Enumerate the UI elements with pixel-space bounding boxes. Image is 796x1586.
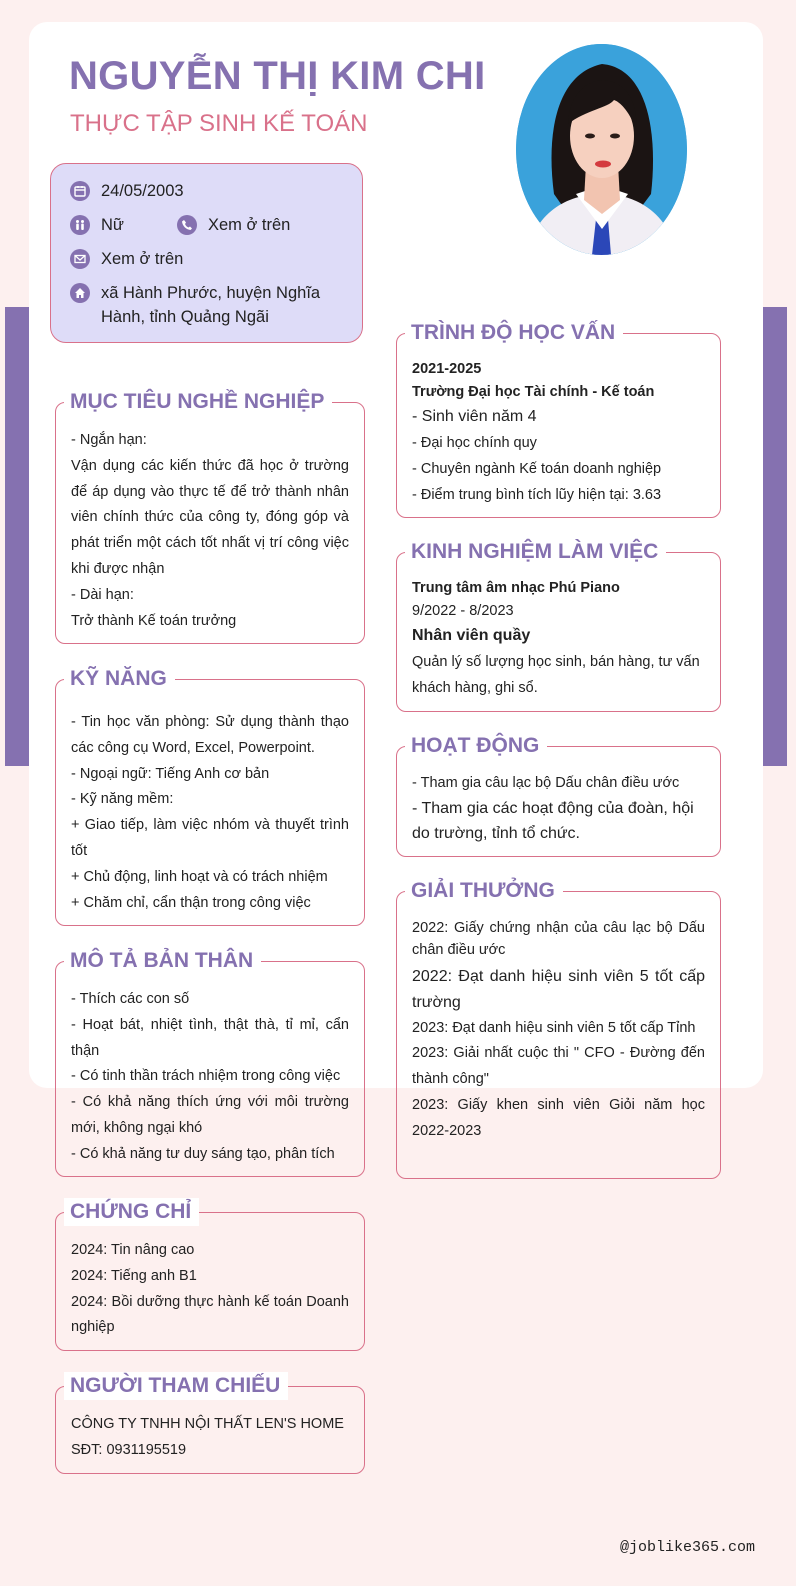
phone-text: Xem ở trên [208, 216, 291, 234]
refs-title: NGƯỜI THAM CHIẾU [64, 1372, 288, 1400]
skills-line: + Chăm chỉ, cẩn thận trong công việc [71, 894, 311, 911]
email-text: Xem ở trên [101, 250, 184, 268]
skills-line: - Tin học văn phòng: Sử dụng thành thạo các công cụ Word, Excel, Powerpoint. [71, 714, 349, 756]
awards-title: GIẢI THƯỞNG [405, 877, 563, 905]
contact-box [50, 163, 363, 343]
education-school: Trường Đại học Tài chính - Kế toán [412, 384, 655, 400]
education-section [396, 321, 721, 518]
objective-section [55, 390, 365, 644]
cert-line: 2024: Tin nâng cao [71, 1242, 195, 1258]
contact-birthday [70, 181, 184, 203]
ref-line: SĐT: 0931195519 [71, 1441, 187, 1458]
education-line: - Đại học chính quy [412, 435, 537, 451]
experience-position: Nhân viên quầy [412, 627, 531, 644]
contact-address [70, 283, 320, 329]
calendar-icon [70, 181, 90, 201]
certs-title: CHỨNG CHỈ [64, 1198, 199, 1226]
activities-title: HOẠT ĐỘNG [405, 732, 547, 760]
refs-section [55, 1374, 365, 1474]
experience-desc: Quản lý số lượng học sinh, bán hàng, tư vấn khách hàng, ghi sổ. [412, 654, 700, 696]
award-line: 2022: Đạt danh hiệu sinh viên 5 tốt cấp trường [412, 968, 705, 1011]
award-line: 2023: Đạt danh hiệu sinh viên 5 tốt cấp Tỉnh [412, 1019, 696, 1036]
award-line: 2023: Giấy khen sinh viên Giỏi năm học 2022-2023 [412, 1096, 705, 1139]
phone-icon [177, 215, 197, 235]
footer-handle: @joblike365.com [620, 1539, 756, 1556]
self-title: MÔ TẢ BẢN THÂN [64, 947, 261, 975]
education-years: 2021-2025 [412, 361, 482, 377]
self-line: - Có khả năng thích ứng với môi trường mới, không ngại khó [71, 1094, 349, 1136]
address-text [101, 281, 320, 329]
experience-company: Trung tâm âm nhạc Phú Piano [412, 580, 620, 596]
self-line: - Có khả năng tư duy sáng tạo, phân tích [71, 1145, 335, 1162]
skills-line: - Kỹ năng mềm: [71, 791, 174, 808]
address-line-2: Hành, tỉnh Quảng Ngãi [101, 308, 269, 326]
right-purple-band [762, 307, 787, 766]
candidate-role: THỰC TẬP SINH KẾ TOÁN [70, 110, 368, 137]
skills-line: - Ngoại ngữ: Tiếng Anh cơ bản [71, 765, 270, 782]
skills-title: KỸ NĂNG [64, 665, 175, 693]
self-line: - Có tinh thần trách nhiệm trong công việc [71, 1068, 341, 1085]
skills-line: + Giao tiếp, làm việc nhóm và thuyết trình tốt [71, 817, 349, 859]
contact-email [70, 249, 183, 271]
objective-line: - Dài hạn: [71, 586, 134, 603]
home-icon [70, 283, 90, 303]
contact-gender [70, 215, 124, 237]
skills-section [55, 667, 365, 926]
activity-line: - Tham gia các hoạt động của đoàn, hội do trường, tỉnh tổ chức. [412, 800, 694, 842]
gender-text: Nữ [101, 216, 124, 234]
education-line: - Chuyên ngành Kế toán doanh nghiệp [412, 461, 662, 477]
ref-line: CÔNG TY TNHH NỘI THẤT LEN'S HOME [71, 1416, 344, 1432]
left-purple-band [5, 307, 31, 766]
objective-line: Trở thành Kế toán trưởng [71, 612, 237, 629]
gender-icon [70, 215, 90, 235]
education-title: TRÌNH ĐỘ HỌC VẤN [405, 319, 623, 347]
mail-icon [70, 249, 90, 269]
activity-line: - Tham gia câu lạc bộ Dấu chân điều ước [412, 775, 680, 791]
cert-line: 2024: Tiếng anh B1 [71, 1267, 197, 1284]
profile-photo [516, 44, 687, 255]
awards-section [396, 879, 721, 1179]
skills-line: + Chủ động, linh hoạt và có trách nhiệm [71, 868, 328, 885]
experience-section [396, 540, 721, 712]
self-section [55, 949, 365, 1177]
experience-title: KINH NGHIỆM LÀM VIỆC [405, 538, 666, 566]
experience-period: 9/2022 - 8/2023 [412, 603, 514, 619]
objective-title: MỤC TIÊU NGHỀ NGHIỆP [64, 388, 332, 416]
objective-line: Vận dụng các kiến thức đã học ở trường để áp dụng vào thực tế để trở thành nhân viên chính thức của công ty, đóng góp và phát triển một cách tốt nhất vị trí công việc khi được nhận [71, 457, 349, 577]
activities-section [396, 734, 721, 857]
award-line: 2023: Giải nhất cuộc thi " CFO - Đường đến thành công" [412, 1045, 705, 1088]
award-line: 2022: Giấy chứng nhận của câu lạc bộ Dấu chân điều ước [412, 920, 705, 958]
cert-line: 2024: Bồi dưỡng thực hành kế toán Doanh nghiệp [71, 1293, 349, 1336]
self-line: - Thích các con số [71, 991, 190, 1007]
education-line: - Điểm trung bình tích lũy hiện tại: 3.63 [412, 487, 662, 503]
education-line: - Sinh viên năm 4 [412, 408, 537, 425]
contact-phone [177, 215, 290, 237]
address-line-1: xã Hành Phước, huyện Nghĩa [101, 284, 321, 302]
birthday-text: 24/05/2003 [101, 182, 184, 200]
self-line: - Hoạt bát, nhiệt tình, thật thà, tỉ mỉ, cẩn thận [71, 1016, 349, 1059]
objective-line: - Ngắn hạn: [71, 432, 147, 448]
candidate-name: NGUYỄN THỊ KIM CHI [69, 54, 486, 98]
certs-section [55, 1200, 365, 1351]
